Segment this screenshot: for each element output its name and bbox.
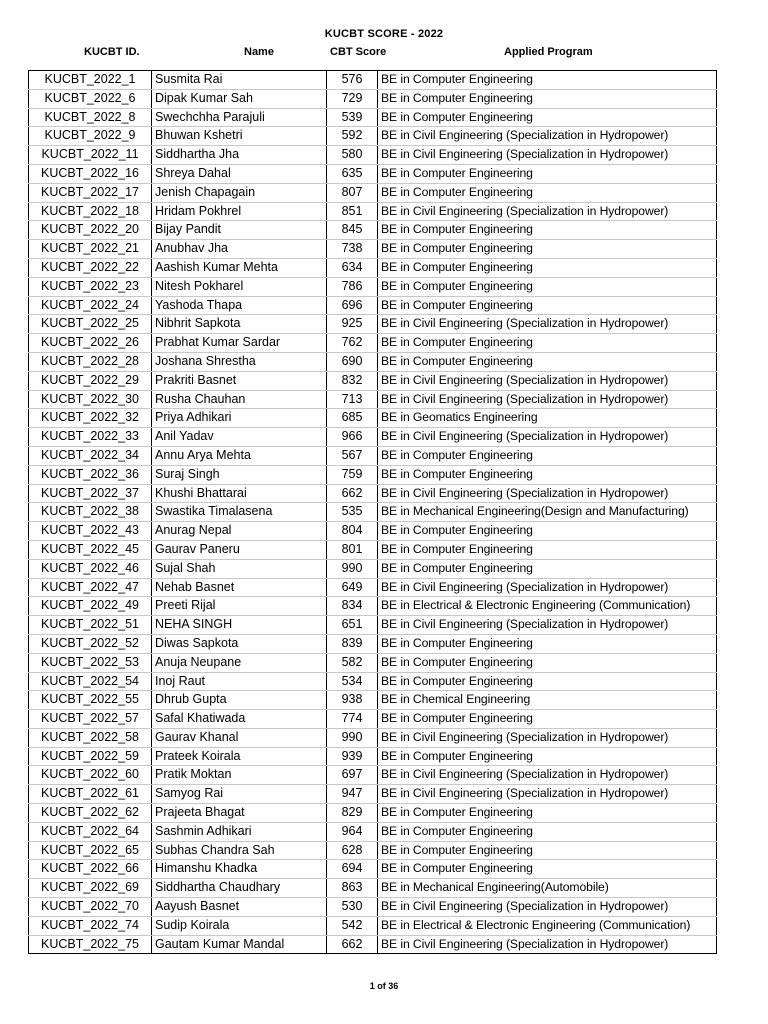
kucbt-id-cell: KUCBT_2022_17 <box>29 183 152 202</box>
table-row <box>29 164 717 183</box>
applied-program-cell: BE in Computer Engineering <box>378 334 717 353</box>
table-row <box>29 691 717 710</box>
applied-program-cell: BE in Civil Engineering (Specialization in Hydropower) <box>378 728 717 747</box>
applied-program-cell: BE in Civil Engineering (Specialization in Hydropower) <box>378 616 717 635</box>
column-headers <box>0 46 768 60</box>
kucbt-id-cell: KUCBT_2022_21 <box>29 240 152 259</box>
applied-program-cell: BE in Computer Engineering <box>378 634 717 653</box>
cbt-score-cell: 635 <box>327 164 378 183</box>
name-cell: Yashoda Thapa <box>152 296 327 315</box>
cbt-score-cell: 786 <box>327 277 378 296</box>
kucbt-id-cell: KUCBT_2022_75 <box>29 935 152 954</box>
table-row <box>29 465 717 484</box>
kucbt-id-cell: KUCBT_2022_36 <box>29 465 152 484</box>
kucbt-id-cell: KUCBT_2022_64 <box>29 822 152 841</box>
cbt-score-cell: 696 <box>327 296 378 315</box>
cbt-score-cell: 694 <box>327 860 378 879</box>
name-cell: Suraj Singh <box>152 465 327 484</box>
applied-program-cell: BE in Civil Engineering (Specialization in Hydropower) <box>378 146 717 165</box>
kucbt-id-cell: KUCBT_2022_52 <box>29 634 152 653</box>
kucbt-id-cell: KUCBT_2022_33 <box>29 428 152 447</box>
table-row <box>29 747 717 766</box>
table-row <box>29 672 717 691</box>
applied-program-cell: BE in Civil Engineering (Specialization in Hydropower) <box>378 315 717 334</box>
cbt-score-cell: 530 <box>327 898 378 917</box>
kucbt-id-cell: KUCBT_2022_28 <box>29 352 152 371</box>
cbt-score-cell: 738 <box>327 240 378 259</box>
header-cbt-score: CBT Score <box>330 46 387 58</box>
applied-program-cell: BE in Computer Engineering <box>378 540 717 559</box>
applied-program-cell: BE in Civil Engineering (Specialization in Hydropower) <box>378 202 717 221</box>
table-row <box>29 371 717 390</box>
table-row <box>29 127 717 146</box>
score-table <box>28 70 717 954</box>
applied-program-cell: BE in Computer Engineering <box>378 522 717 541</box>
applied-program-cell: BE in Computer Engineering <box>378 672 717 691</box>
name-cell: Siddhartha Jha <box>152 146 327 165</box>
table-row <box>29 522 717 541</box>
cbt-score-cell: 804 <box>327 522 378 541</box>
table-row <box>29 710 717 729</box>
kucbt-id-cell: KUCBT_2022_65 <box>29 841 152 860</box>
kucbt-id-cell: KUCBT_2022_9 <box>29 127 152 146</box>
table-row <box>29 916 717 935</box>
kucbt-id-cell: KUCBT_2022_8 <box>29 108 152 127</box>
table-row <box>29 334 717 353</box>
applied-program-cell: BE in Computer Engineering <box>378 352 717 371</box>
applied-program-cell: BE in Computer Engineering <box>378 296 717 315</box>
applied-program-cell: BE in Civil Engineering (Specialization in Hydropower) <box>378 898 717 917</box>
applied-program-cell: BE in Civil Engineering (Specialization in Hydropower) <box>378 578 717 597</box>
applied-program-cell: BE in Computer Engineering <box>378 71 717 90</box>
cbt-score-cell: 762 <box>327 334 378 353</box>
kucbt-id-cell: KUCBT_2022_26 <box>29 334 152 353</box>
name-cell: Anuja Neupane <box>152 653 327 672</box>
cbt-score-cell: 539 <box>327 108 378 127</box>
applied-program-cell: BE in Computer Engineering <box>378 841 717 860</box>
name-cell: Gautam Kumar Mandal <box>152 935 327 954</box>
cbt-score-cell: 592 <box>327 127 378 146</box>
applied-program-cell: BE in Civil Engineering (Specialization in Hydropower) <box>378 785 717 804</box>
table-row <box>29 503 717 522</box>
name-cell: Annu Arya Mehta <box>152 446 327 465</box>
name-cell: Diwas Sapkota <box>152 634 327 653</box>
table-row <box>29 841 717 860</box>
name-cell: Joshana Shrestha <box>152 352 327 371</box>
applied-program-cell: BE in Computer Engineering <box>378 747 717 766</box>
cbt-score-cell: 580 <box>327 146 378 165</box>
name-cell: Pratik Moktan <box>152 766 327 785</box>
kucbt-id-cell: KUCBT_2022_34 <box>29 446 152 465</box>
applied-program-cell: BE in Civil Engineering (Specialization in Hydropower) <box>378 428 717 447</box>
cbt-score-cell: 662 <box>327 484 378 503</box>
applied-program-cell: BE in Mechanical Engineering(Automobile) <box>378 879 717 898</box>
applied-program-cell: BE in Computer Engineering <box>378 240 717 259</box>
kucbt-id-cell: KUCBT_2022_32 <box>29 409 152 428</box>
table-row <box>29 409 717 428</box>
kucbt-id-cell: KUCBT_2022_37 <box>29 484 152 503</box>
kucbt-id-cell: KUCBT_2022_57 <box>29 710 152 729</box>
cbt-score-cell: 834 <box>327 597 378 616</box>
cbt-score-cell: 845 <box>327 221 378 240</box>
applied-program-cell: BE in Geomatics Engineering <box>378 409 717 428</box>
kucbt-id-cell: KUCBT_2022_58 <box>29 728 152 747</box>
applied-program-cell: BE in Computer Engineering <box>378 559 717 578</box>
name-cell: Anubhav Jha <box>152 240 327 259</box>
table-row <box>29 484 717 503</box>
applied-program-cell: BE in Computer Engineering <box>378 89 717 108</box>
cbt-score-cell: 801 <box>327 540 378 559</box>
table-row <box>29 108 717 127</box>
kucbt-id-cell: KUCBT_2022_43 <box>29 522 152 541</box>
table-row <box>29 89 717 108</box>
name-cell: Jenish Chapagain <box>152 183 327 202</box>
kucbt-id-cell: KUCBT_2022_61 <box>29 785 152 804</box>
cbt-score-cell: 990 <box>327 728 378 747</box>
table-row <box>29 804 717 823</box>
applied-program-cell: BE in Civil Engineering (Specialization in Hydropower) <box>378 390 717 409</box>
cbt-score-cell: 990 <box>327 559 378 578</box>
table-row <box>29 71 717 90</box>
kucbt-id-cell: KUCBT_2022_62 <box>29 804 152 823</box>
applied-program-cell: BE in Mechanical Engineering(Design and Manufacturing) <box>378 503 717 522</box>
kucbt-id-cell: KUCBT_2022_25 <box>29 315 152 334</box>
name-cell: Susmita Rai <box>152 71 327 90</box>
kucbt-id-cell: KUCBT_2022_69 <box>29 879 152 898</box>
applied-program-cell: BE in Computer Engineering <box>378 277 717 296</box>
table-row <box>29 860 717 879</box>
cbt-score-cell: 939 <box>327 747 378 766</box>
cbt-score-cell: 829 <box>327 804 378 823</box>
kucbt-id-cell: KUCBT_2022_6 <box>29 89 152 108</box>
cbt-score-cell: 832 <box>327 371 378 390</box>
table-row <box>29 898 717 917</box>
applied-program-cell: BE in Computer Engineering <box>378 108 717 127</box>
kucbt-id-cell: KUCBT_2022_16 <box>29 164 152 183</box>
table-row <box>29 183 717 202</box>
table-row <box>29 616 717 635</box>
name-cell: Bijay Pandit <box>152 221 327 240</box>
table-row <box>29 559 717 578</box>
name-cell: Sashmin Adhikari <box>152 822 327 841</box>
name-cell: Safal Khatiwada <box>152 710 327 729</box>
cbt-score-cell: 851 <box>327 202 378 221</box>
cbt-score-cell: 729 <box>327 89 378 108</box>
table-row <box>29 221 717 240</box>
kucbt-id-cell: KUCBT_2022_38 <box>29 503 152 522</box>
applied-program-cell: BE in Computer Engineering <box>378 183 717 202</box>
applied-program-cell: BE in Computer Engineering <box>378 258 717 277</box>
cbt-score-cell: 947 <box>327 785 378 804</box>
applied-program-cell: BE in Electrical & Electronic Engineering (Communication) <box>378 597 717 616</box>
name-cell: Prakriti Basnet <box>152 371 327 390</box>
kucbt-id-cell: KUCBT_2022_51 <box>29 616 152 635</box>
name-cell: Prateek Koirala <box>152 747 327 766</box>
name-cell: Anil Yadav <box>152 428 327 447</box>
cbt-score-cell: 759 <box>327 465 378 484</box>
table-row <box>29 634 717 653</box>
cbt-score-cell: 628 <box>327 841 378 860</box>
applied-program-cell: BE in Chemical Engineering <box>378 691 717 710</box>
cbt-score-cell: 567 <box>327 446 378 465</box>
kucbt-id-cell: KUCBT_2022_30 <box>29 390 152 409</box>
name-cell: Inoj Raut <box>152 672 327 691</box>
cbt-score-cell: 634 <box>327 258 378 277</box>
table-row <box>29 428 717 447</box>
table-row <box>29 766 717 785</box>
name-cell: Himanshu Khadka <box>152 860 327 879</box>
name-cell: Swastika Timalasena <box>152 503 327 522</box>
name-cell: Bhuwan Kshetri <box>152 127 327 146</box>
kucbt-id-cell: KUCBT_2022_66 <box>29 860 152 879</box>
name-cell: Nitesh Pokharel <box>152 277 327 296</box>
kucbt-id-cell: KUCBT_2022_54 <box>29 672 152 691</box>
header-name: Name <box>244 46 274 58</box>
kucbt-id-cell: KUCBT_2022_24 <box>29 296 152 315</box>
header-applied-program: Applied Program <box>504 46 593 58</box>
name-cell: NEHA SINGH <box>152 616 327 635</box>
name-cell: Gaurav Khanal <box>152 728 327 747</box>
name-cell: Nibhrit Sapkota <box>152 315 327 334</box>
cbt-score-cell: 964 <box>327 822 378 841</box>
table-row <box>29 935 717 954</box>
table-row <box>29 446 717 465</box>
table-row <box>29 822 717 841</box>
cbt-score-cell: 651 <box>327 616 378 635</box>
cbt-score-cell: 807 <box>327 183 378 202</box>
cbt-score-cell: 576 <box>327 71 378 90</box>
applied-program-cell: BE in Civil Engineering (Specialization in Hydropower) <box>378 127 717 146</box>
applied-program-cell: BE in Computer Engineering <box>378 804 717 823</box>
table-row <box>29 540 717 559</box>
name-cell: Dhrub Gupta <box>152 691 327 710</box>
cbt-score-cell: 649 <box>327 578 378 597</box>
name-cell: Rusha Chauhan <box>152 390 327 409</box>
name-cell: Aashish Kumar Mehta <box>152 258 327 277</box>
table-row <box>29 296 717 315</box>
name-cell: Gaurav Paneru <box>152 540 327 559</box>
kucbt-id-cell: KUCBT_2022_53 <box>29 653 152 672</box>
table-row <box>29 277 717 296</box>
name-cell: Hridam Pokhrel <box>152 202 327 221</box>
applied-program-cell: BE in Computer Engineering <box>378 860 717 879</box>
name-cell: Shreya Dahal <box>152 164 327 183</box>
applied-program-cell: BE in Civil Engineering (Specialization in Hydropower) <box>378 766 717 785</box>
kucbt-id-cell: KUCBT_2022_45 <box>29 540 152 559</box>
cbt-score-cell: 839 <box>327 634 378 653</box>
table-row <box>29 146 717 165</box>
header-kucbt-id: KUCBT ID. <box>84 46 140 58</box>
name-cell: Priya Adhikari <box>152 409 327 428</box>
cbt-score-cell: 697 <box>327 766 378 785</box>
table-row <box>29 653 717 672</box>
kucbt-id-cell: KUCBT_2022_74 <box>29 916 152 935</box>
name-cell: Sudip Koirala <box>152 916 327 935</box>
name-cell: Prabhat Kumar Sardar <box>152 334 327 353</box>
table-row <box>29 315 717 334</box>
table-row <box>29 785 717 804</box>
cbt-score-cell: 662 <box>327 935 378 954</box>
cbt-score-cell: 542 <box>327 916 378 935</box>
kucbt-id-cell: KUCBT_2022_1 <box>29 71 152 90</box>
name-cell: Nehab Basnet <box>152 578 327 597</box>
kucbt-id-cell: KUCBT_2022_20 <box>29 221 152 240</box>
kucbt-id-cell: KUCBT_2022_47 <box>29 578 152 597</box>
cbt-score-cell: 582 <box>327 653 378 672</box>
name-cell: Siddhartha Chaudhary <box>152 879 327 898</box>
applied-program-cell: BE in Civil Engineering (Specialization in Hydropower) <box>378 371 717 390</box>
applied-program-cell: BE in Computer Engineering <box>378 653 717 672</box>
kucbt-id-cell: KUCBT_2022_22 <box>29 258 152 277</box>
applied-program-cell: BE in Computer Engineering <box>378 221 717 240</box>
cbt-score-cell: 535 <box>327 503 378 522</box>
table-row <box>29 258 717 277</box>
cbt-score-cell: 966 <box>327 428 378 447</box>
kucbt-id-cell: KUCBT_2022_18 <box>29 202 152 221</box>
applied-program-cell: BE in Civil Engineering (Specialization in Hydropower) <box>378 484 717 503</box>
cbt-score-cell: 863 <box>327 879 378 898</box>
kucbt-id-cell: KUCBT_2022_29 <box>29 371 152 390</box>
applied-program-cell: BE in Civil Engineering (Specialization in Hydropower) <box>378 935 717 954</box>
kucbt-id-cell: KUCBT_2022_55 <box>29 691 152 710</box>
table-row <box>29 597 717 616</box>
cbt-score-cell: 925 <box>327 315 378 334</box>
score-table-body <box>29 71 717 954</box>
table-row <box>29 202 717 221</box>
applied-program-cell: BE in Electrical & Electronic Engineering (Communication) <box>378 916 717 935</box>
name-cell: Khushi Bhattarai <box>152 484 327 503</box>
applied-program-cell: BE in Computer Engineering <box>378 710 717 729</box>
name-cell: Anurag Nepal <box>152 522 327 541</box>
table-row <box>29 728 717 747</box>
kucbt-id-cell: KUCBT_2022_59 <box>29 747 152 766</box>
cbt-score-cell: 938 <box>327 691 378 710</box>
table-row <box>29 578 717 597</box>
kucbt-id-cell: KUCBT_2022_11 <box>29 146 152 165</box>
cbt-score-cell: 774 <box>327 710 378 729</box>
name-cell: Dipak Kumar Sah <box>152 89 327 108</box>
name-cell: Preeti Rijal <box>152 597 327 616</box>
applied-program-cell: BE in Computer Engineering <box>378 446 717 465</box>
document-title: KUCBT SCORE - 2022 <box>324 28 444 40</box>
kucbt-id-cell: KUCBT_2022_46 <box>29 559 152 578</box>
name-cell: Swechchha Parajuli <box>152 108 327 127</box>
table-row <box>29 352 717 371</box>
kucbt-id-cell: KUCBT_2022_23 <box>29 277 152 296</box>
table-row <box>29 240 717 259</box>
name-cell: Subhas Chandra Sah <box>152 841 327 860</box>
page-number: 1 of 36 <box>369 981 399 991</box>
name-cell: Prajeeta Bhagat <box>152 804 327 823</box>
applied-program-cell: BE in Computer Engineering <box>378 465 717 484</box>
cbt-score-cell: 713 <box>327 390 378 409</box>
cbt-score-cell: 685 <box>327 409 378 428</box>
table-row <box>29 390 717 409</box>
table-row <box>29 879 717 898</box>
kucbt-id-cell: KUCBT_2022_49 <box>29 597 152 616</box>
name-cell: Samyog Rai <box>152 785 327 804</box>
applied-program-cell: BE in Computer Engineering <box>378 164 717 183</box>
applied-program-cell: BE in Computer Engineering <box>378 822 717 841</box>
name-cell: Sujal Shah <box>152 559 327 578</box>
cbt-score-cell: 690 <box>327 352 378 371</box>
cbt-score-cell: 534 <box>327 672 378 691</box>
kucbt-id-cell: KUCBT_2022_60 <box>29 766 152 785</box>
name-cell: Aayush Basnet <box>152 898 327 917</box>
kucbt-id-cell: KUCBT_2022_70 <box>29 898 152 917</box>
